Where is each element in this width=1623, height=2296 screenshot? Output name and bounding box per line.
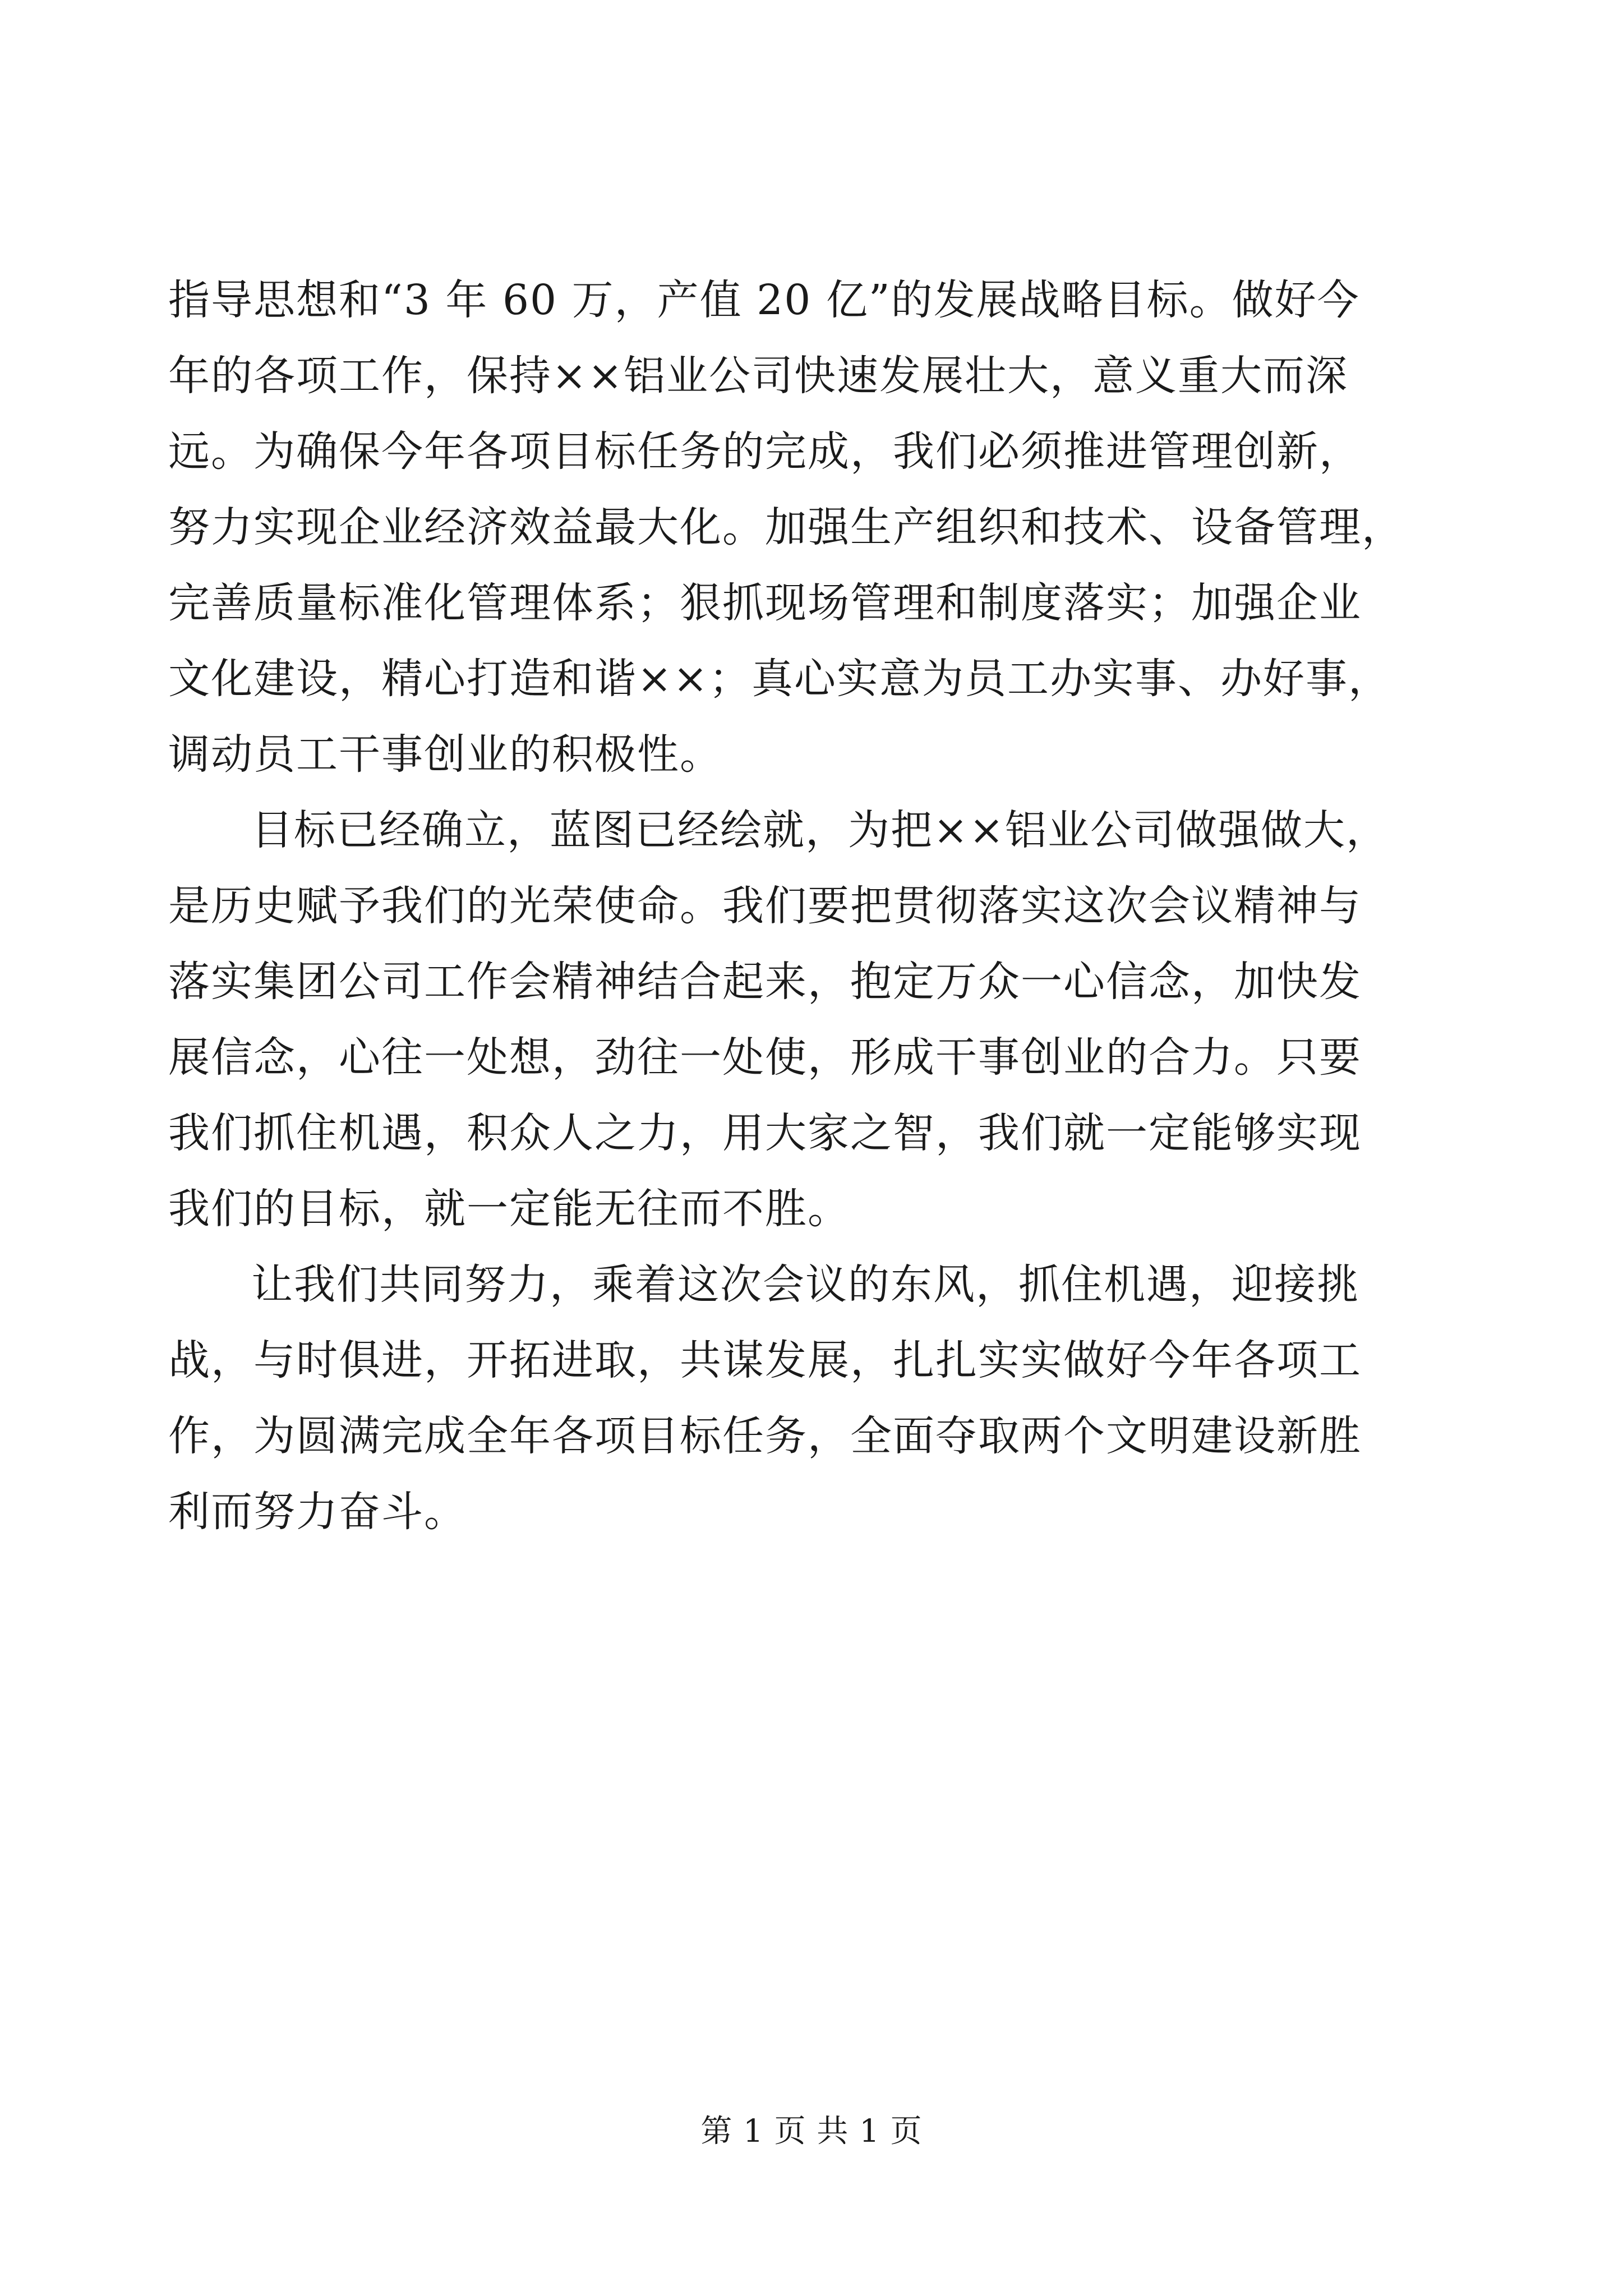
paragraph-2-line-1: 目标已经确立，蓝图已经绘就，为把××铝业公司做强做大， bbox=[251, 806, 1389, 854]
paragraph-3-line-3: 作，为圆满完成全年各项目标任务，全面夺取两个文明建设新胜 bbox=[168, 1412, 1362, 1460]
paragraph-3-line-2: 战，与时俱进，开拓进取，共谋发展，扎扎实实做好今年各项工 bbox=[168, 1336, 1362, 1384]
paragraph-2-line-2: 是历史赋予我们的光荣使命。我们要把贯彻落实这次会议精神与 bbox=[168, 882, 1362, 930]
paragraph-3-line-1: 让我们共同努力，乘着这次会议的东风，抓住机遇，迎接挑 bbox=[251, 1260, 1359, 1309]
paragraph-2-line-6: 我们的目标，就一定能无往而不胜。 bbox=[168, 1185, 850, 1233]
paragraph-1-line-6: 文化建设，精心打造和谐××；真心实意为员工办实事、办好事， bbox=[168, 655, 1391, 703]
paragraph-1-line-7: 调动员工干事创业的积极性。 bbox=[168, 730, 722, 779]
paragraph-2-line-3: 落实集团公司工作会精神结合起来，抱定万众一心信念，加快发 bbox=[168, 958, 1362, 1006]
paragraph-3-line-4: 利而努力奋斗。 bbox=[168, 1488, 467, 1536]
paragraph-1-line-1: 指导思想和“3 年 60 万，产值 20 亿”的发展战略目标。做好今 bbox=[168, 276, 1360, 324]
paragraph-2-line-4: 展信念，心往一处想，劲往一处使，形成干事创业的合力。只要 bbox=[168, 1033, 1362, 1082]
page-number-footer: 第 1 页 共 1 页 bbox=[700, 2113, 923, 2150]
paragraph-1-line-3: 远。为确保今年各项目标任务的完成，我们必须推进管理创新， bbox=[168, 427, 1362, 476]
paragraph-1-line-4: 努力实现企业经济效益最大化。加强生产组织和技术、设备管理， bbox=[168, 503, 1404, 551]
paragraph-1-line-2: 年的各项工作，保持××铝业公司快速发展壮大，意义重大而深 bbox=[168, 352, 1349, 400]
paragraph-2-line-5: 我们抓住机遇，积众人之力，用大家之智，我们就一定能够实现 bbox=[168, 1109, 1362, 1157]
paragraph-1-line-5: 完善质量标准化管理体系；狠抓现场管理和制度落实；加强企业 bbox=[168, 579, 1362, 627]
